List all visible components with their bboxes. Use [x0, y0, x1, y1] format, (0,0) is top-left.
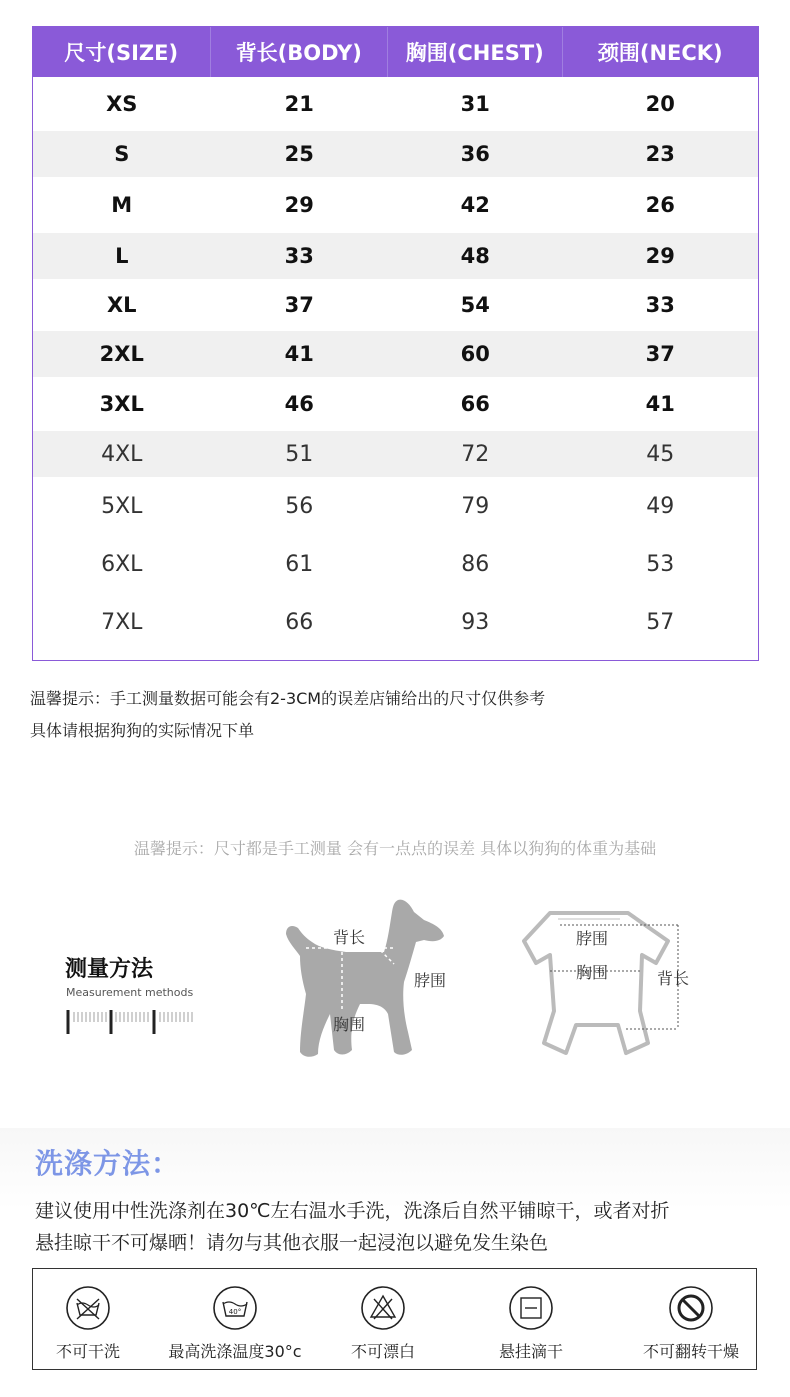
table-row — [33, 77, 758, 131]
drip-dry-icon — [508, 1285, 554, 1331]
shirt-label-back: 背长 — [657, 969, 690, 988]
table-cell: 72 — [461, 441, 490, 467]
table-cell: 56 — [285, 493, 314, 519]
care-label-no-dry-clean: 不可干洗 — [55, 1342, 120, 1361]
care-label-wash-temp: 最高洗涤温度30°c — [168, 1342, 302, 1361]
wash-temp-text: 40° — [228, 1308, 242, 1316]
table-cell: 79 — [461, 493, 490, 519]
table-cell: 66 — [285, 609, 314, 635]
table-cell: 23 — [645, 142, 675, 166]
table-cell: 29 — [645, 244, 675, 268]
table-row — [33, 131, 758, 177]
table-cell: 33 — [284, 244, 314, 268]
care-label-no-tumble-dry: 不可翻转干燥 — [642, 1342, 739, 1361]
header-neck: 颈围(NECK) — [597, 41, 723, 65]
table-row — [33, 233, 758, 279]
table-cell: 42 — [460, 193, 490, 217]
size-table — [32, 26, 759, 661]
table-cell: 51 — [285, 441, 314, 467]
table-cell: 41 — [284, 342, 314, 366]
care-item-wash-temp — [155, 1269, 315, 1369]
no-bleach-icon — [360, 1285, 406, 1331]
table-cell: 37 — [284, 293, 314, 317]
care-label-no-bleach: 不可漂白 — [350, 1342, 415, 1361]
table-cell: 20 — [645, 92, 675, 116]
header-body: 背长(BODY) — [211, 27, 389, 77]
table-row — [33, 377, 758, 431]
table-cell: 46 — [284, 392, 314, 416]
dog-label-chest: 胸围 — [333, 1015, 366, 1034]
no-tumble-dry-icon — [668, 1285, 714, 1331]
table-cell: XS — [106, 92, 138, 116]
table-cell: 93 — [461, 609, 490, 635]
note-line-1: 温馨提示：手工测量数据可能会有2-3CM的误差店铺给出的尺寸仅供参考 — [30, 689, 546, 708]
table-cell: 21 — [284, 92, 314, 116]
ruler-icon — [66, 1008, 196, 1034]
washing-title: 洗涤方法： — [35, 1147, 181, 1180]
care-item-no-bleach — [333, 1269, 433, 1369]
table-cell: S — [114, 142, 130, 166]
table-cell: 49 — [646, 493, 675, 519]
dog-label-neck: 脖围 — [414, 971, 447, 990]
table-cell: 31 — [460, 92, 490, 116]
dog-label-back: 背长 — [333, 928, 366, 947]
no-dry-clean-icon — [65, 1285, 111, 1331]
table-cell: 26 — [645, 193, 675, 217]
table-cell: 36 — [460, 142, 490, 166]
method-title: 测量方法 — [65, 957, 154, 982]
table-cell: 60 — [460, 342, 490, 366]
care-item-no-tumble-dry — [629, 1269, 753, 1369]
table-cell: 57 — [646, 609, 675, 635]
table-row — [33, 535, 758, 593]
table-cell: 6XL — [101, 551, 143, 577]
table-cell: 61 — [285, 551, 314, 577]
washing-line-1: 建议使用中性洗涤剂在30℃左右温水手洗，洗涤后自然平铺晾干，或者对折 — [35, 1200, 670, 1222]
table-cell: 86 — [461, 551, 490, 577]
table-cell: 3XL — [99, 392, 144, 416]
wash-40-icon — [212, 1285, 258, 1331]
table-row — [33, 593, 758, 651]
table-cell: 33 — [645, 293, 675, 317]
header-chest: 胸围(CHEST) — [388, 27, 563, 77]
table-cell: 45 — [646, 441, 675, 467]
care-item-drip-dry — [481, 1269, 581, 1369]
table-cell: XL — [106, 293, 137, 317]
table-cell: 25 — [284, 142, 314, 166]
care-item-no-dry-clean — [33, 1269, 143, 1369]
care-label-drip-dry: 悬挂滴干 — [498, 1342, 563, 1361]
table-cell: 48 — [460, 244, 490, 268]
table-body — [33, 77, 758, 651]
table-row — [33, 177, 758, 233]
table-header — [33, 27, 758, 77]
table-cell: 2XL — [99, 342, 144, 366]
table-cell: 66 — [460, 392, 490, 416]
table-cell: 5XL — [101, 493, 143, 519]
table-row — [33, 331, 758, 377]
table-cell: 7XL — [101, 609, 143, 635]
shirt-label-neck: 脖围 — [576, 929, 609, 948]
method-subtitle: Measurement methods — [66, 986, 194, 999]
measurement-tip: 温馨提示：尺寸都是手工测量 会有一点点的误差 具体以狗狗的体重为基础 — [133, 839, 657, 858]
table-cell: 37 — [645, 342, 675, 366]
header-size: 尺寸(SIZE) — [33, 27, 211, 77]
table-cell: 4XL — [101, 441, 143, 467]
table-cell: L — [115, 244, 129, 268]
table-row — [33, 477, 758, 535]
table-row — [33, 431, 758, 477]
washing-line-2: 悬挂晾干不可爆晒！请勿与其他衣服一起浸泡以避免发生染色 — [35, 1232, 549, 1254]
note-line-2: 具体请根据狗狗的实际情况下单 — [30, 721, 255, 740]
table-row — [33, 279, 758, 331]
table-cell: 41 — [645, 392, 675, 416]
care-symbols-box — [32, 1268, 757, 1370]
table-cell: M — [111, 193, 133, 217]
table-cell: 54 — [460, 293, 490, 317]
table-cell: 53 — [646, 551, 675, 577]
shirt-label-chest: 胸围 — [576, 963, 609, 982]
table-cell: 29 — [284, 193, 314, 217]
